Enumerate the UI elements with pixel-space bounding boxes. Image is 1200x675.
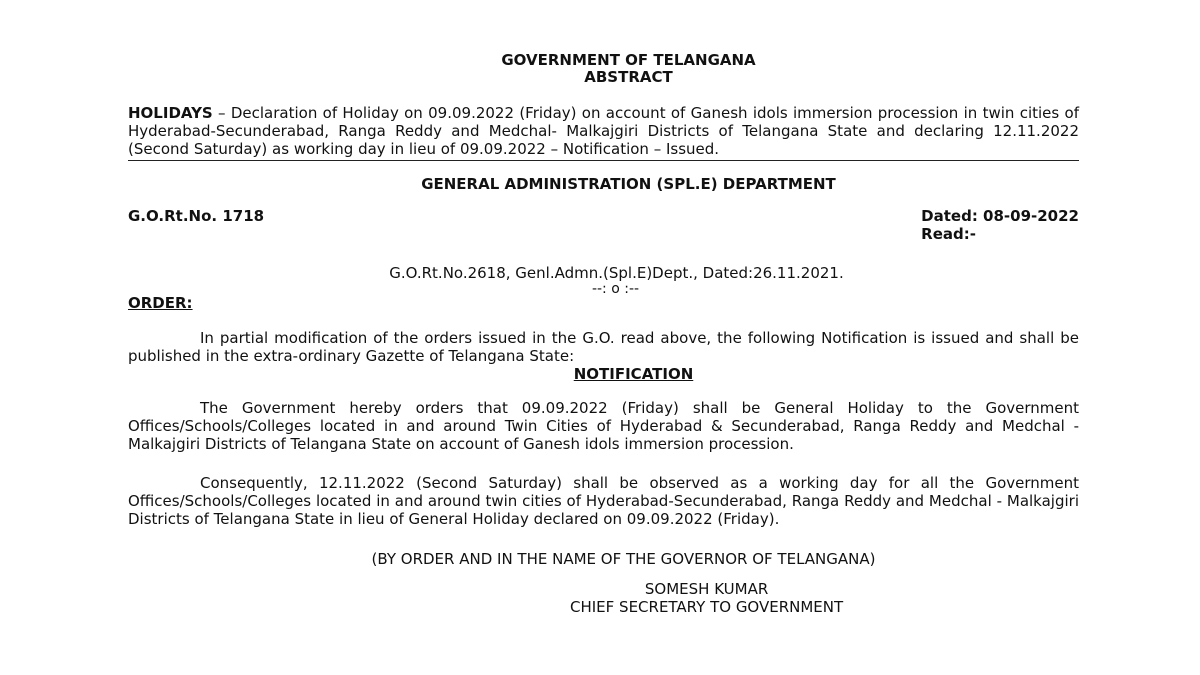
subject-text: – Declaration of Holiday on 09.09.2022 (Friday) on account of Ganesh idols immersion procession in twin cities of Hyderabad-Secunderabad, Ranga Reddy and Medchal- Malkajgiri Districts of Telangana State and declaring 12.11.2022 (Second Saturday) as working day in lieu of 09.09.2022 – Notification – Issued. bbox=[128, 104, 1079, 158]
date-block bbox=[921, 207, 1079, 243]
consequently-paragraph: Consequently, 12.11.2022 (Second Saturday) shall be observed as a working day for all the Government Offices/Schools/Colleges located in and around twin cities of Hyderabad-Secunderabad, Ranga Reddy and Medchal - Malkajgiri Districts of Telangana State in lieu of General Holiday declared on 09.09.2022 (Friday). bbox=[128, 474, 1079, 528]
signature-block bbox=[570, 580, 843, 616]
signatory-name: SOMESH KUMAR bbox=[644, 580, 769, 598]
notification-paragraph: The Government hereby orders that 09.09.2022 (Friday) shall be General Holiday to the Government Offices/Schools/Colleges located in and around Twin Cities of Hyderabad & Secunderabad, Ranga Reddy and Medchal - Malkajgiri Districts of Telangana State on account of Ganesh idols immersion procession. bbox=[128, 399, 1079, 453]
subject-lead: HOLIDAYS bbox=[128, 104, 213, 122]
government-heading: GOVERNMENT OF TELANGANA bbox=[501, 51, 756, 69]
subject-paragraph bbox=[128, 104, 1079, 158]
separator: --: o :-- bbox=[591, 281, 640, 297]
go-number-row bbox=[128, 207, 1079, 243]
government-order-document bbox=[128, 52, 1079, 568]
department-heading: GENERAL ADMINISTRATION (SPL.E) DEPARTMENT bbox=[421, 175, 836, 193]
subject-divider bbox=[128, 160, 1079, 161]
signatory-title: CHIEF SECRETARY TO GOVERNMENT bbox=[570, 598, 844, 616]
abstract-heading: ABSTRACT bbox=[584, 68, 673, 86]
dated: Dated: 08-09-2022 bbox=[921, 207, 1079, 225]
go-number: G.O.Rt.No. 1718 bbox=[128, 207, 265, 225]
governor-line: (BY ORDER AND IN THE NAME OF THE GOVERNOR OF TELANGANA) bbox=[371, 550, 876, 568]
reference-line: G.O.Rt.No.2618, Genl.Admn.(Spl.E)Dept., Dated:26.11.2021. bbox=[389, 264, 844, 282]
order-intro-paragraph: In partial modification of the orders issued in the G.O. read above, the following Notification is issued and shall be published in the extra-ordinary Gazette of Telangana State: bbox=[128, 329, 1079, 365]
read-label: Read:- bbox=[921, 225, 976, 243]
order-label: ORDER: bbox=[128, 294, 193, 312]
notification-heading: NOTIFICATION bbox=[573, 365, 694, 383]
